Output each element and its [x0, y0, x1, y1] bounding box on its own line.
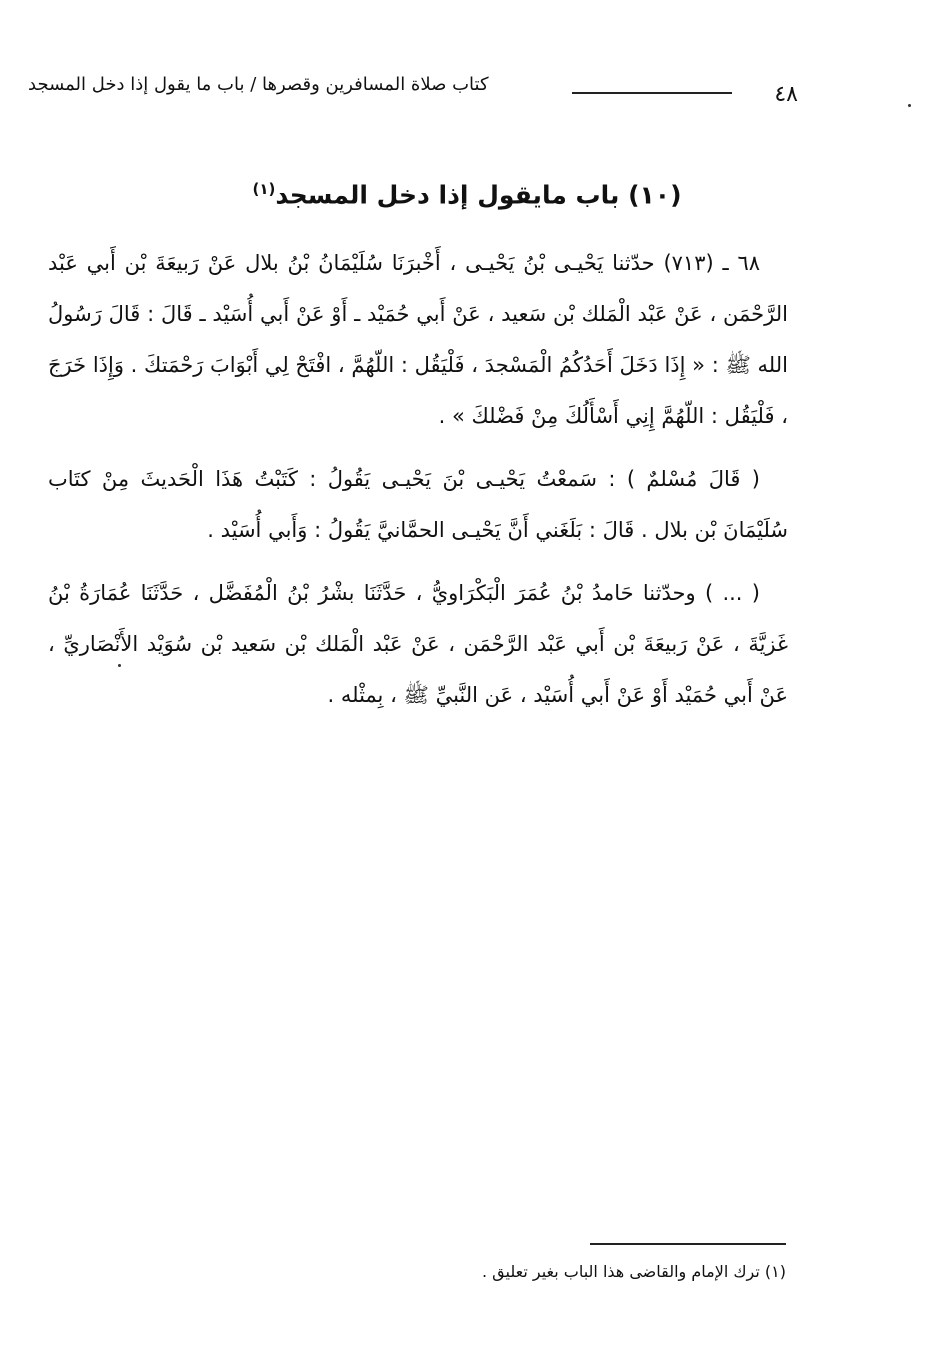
alternate-chain-paragraph: ( ... ) وحدّثنا حَامدُ بْنُ عُمَرَ الْبَكْرَاويُّ ، حَدَّثَنَا بشْرُ بْنُ الْمُفَضَّل ، حَدَّثَنَا عُمَارَةُ بْنُ غَزيَّةَ ، عَنْ رَبيعَةَ بْن أَبي عَبْد الرَّحْمَن ، عَنْ عَبْد الْمَلك بْن سَعيد بْن سُوَيْد الأَنْصَاريِّ ، عَنْ أَبي حُمَيْد أَوْ عَنْ أَبي أُسَيْد ، عَن النَّبيِّ ﷺ ، بِمثْله .: [48, 581, 788, 707]
page-number: ٤٨: [774, 82, 798, 107]
scan-speck: [118, 664, 121, 667]
chapter-heading: [0, 180, 934, 209]
chapter-heading-text: (١٠) باب مايقول إذا دخل المسجد: [275, 180, 682, 210]
scan-speck: [908, 104, 911, 107]
footnote: (١) ترك الإمام والقاضى هذا الباب بغير تعليق .: [481, 1262, 786, 1281]
running-head: [28, 72, 798, 106]
hadith-paragraph: ٦٨ ـ (٧١٣) حدّثنا يَحْيـى بْنُ يَحْيـى ، أَخْبرَنَا سُلَيْمَانُ بْنُ بلال عَنْ رَبيعَةَ بْن أَبي عَبْد الرَّحْمَن ، عَنْ عَبْد الْمَلك بْن سَعيد ، عَنْ أَبي حُمَيْد ـ أَوْ عَنْ أَبي أُسَيْد ـ قَالَ : قَالَ رَسُولُ الله ﷺ : « إِذَا دَخَلَ أَحَدُكُمُ الْمَسْجدَ ، فَلْيَقُل : اللّهُمَّ ، افْتَحْ لِي أَبْوَابَ رَحْمَتكَ . وَإِذَا خَرَجَ ، فَلْيَقُل : اللّهُمَّ إِنِي أَسْأَلُكَ مِنْ فَضْلكَ » .: [48, 251, 788, 428]
running-head-title: كتاب صلاة المسافرين وقصرها / باب ما يقول إذا دخل المسجد: [28, 74, 489, 95]
footnote-reference: (١): [252, 180, 276, 198]
body-text: [48, 238, 788, 733]
narrator-note-paragraph: ( قَالَ مُسْلمٌ ) : سَمعْتُ يَحْيـى بْنَ يَحْيـى يَقُولُ : كَتَبْتُ هَذَا الْحَديثَ مِنْ كتَاب سُلَيْمَانَ بْن بلال . قَالَ : بَلَغَني أَنَّ يَحْيـى الحمَّانيَّ يَقُولُ : وَأَبي أُسَيْد .: [48, 467, 788, 542]
footnote-rule: [590, 1243, 786, 1245]
header-rule: [572, 92, 732, 94]
